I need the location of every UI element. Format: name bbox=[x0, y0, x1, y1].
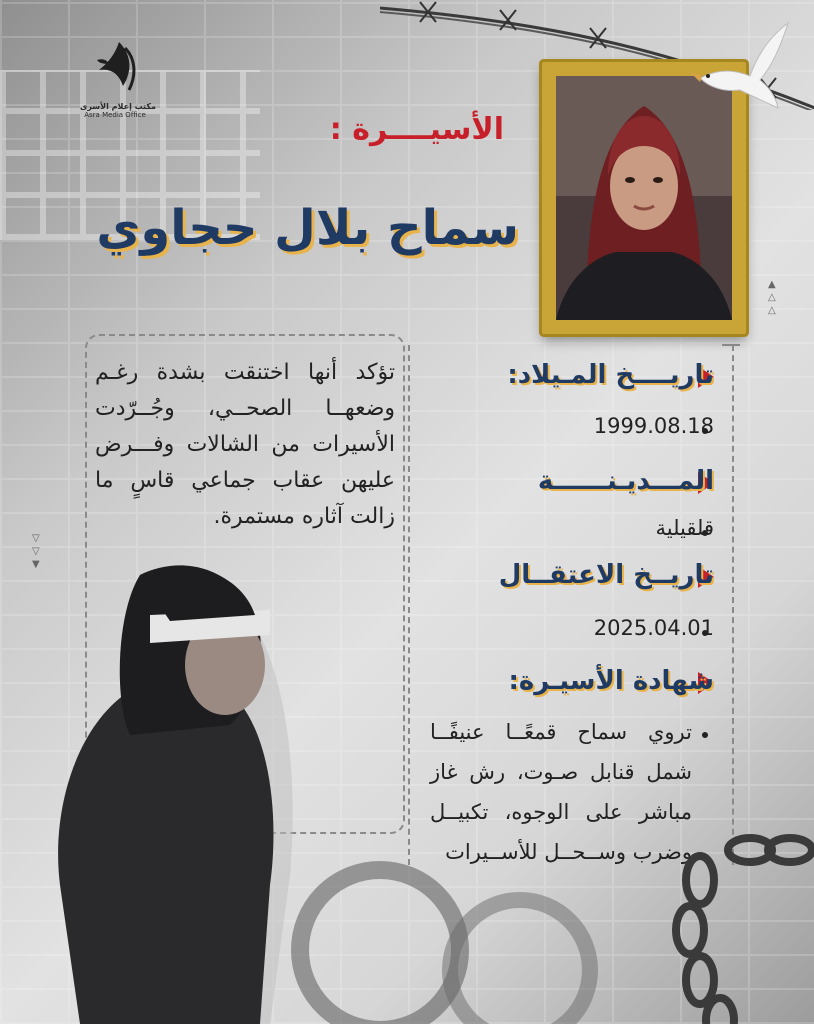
city-value: قلقيلية bbox=[655, 516, 714, 540]
blindfolded-prisoner-figure bbox=[20, 555, 310, 1024]
triangle-arrow-icon: ▲ △ △ bbox=[768, 279, 776, 316]
triangle-arrow-icon: ▽ ▽ ▼ bbox=[32, 533, 40, 570]
handcuffs-icon bbox=[270, 780, 600, 1024]
birth-date-value: 1999.08.18 bbox=[593, 414, 714, 438]
birth-date-label: تاريــــخ المـيلاد: bbox=[507, 360, 714, 390]
prisoner-label: الأسيــــرة : bbox=[329, 112, 504, 147]
testimony-label: شهادة الأسيـرة: bbox=[508, 666, 714, 696]
city-label: المـــديـنــــــة bbox=[537, 466, 714, 496]
quote-text: تؤكد أنها اختنقت بشدة رغـم وضعهــا الصحــي، وجُــرّدت الأسيرات من الشالات وفـــرض عليهن عقاب جماعي قاسٍ ما زالت آثاره مستمرة. bbox=[95, 360, 395, 529]
org-logo bbox=[80, 40, 156, 130]
bullet bbox=[702, 732, 708, 738]
arrest-date-value: 2025.04.01 bbox=[593, 616, 714, 640]
prisoner-name: سماح بلال حجاوي bbox=[96, 200, 519, 256]
org-name-english: Asra Media Office bbox=[84, 111, 146, 119]
org-name-arabic: مكتب إعلام الأسرى bbox=[80, 102, 156, 111]
logo-emblem-icon bbox=[89, 40, 141, 92]
chain-icon bbox=[640, 820, 814, 1024]
testimony-text: تروي سماح قمعًــا عنيفًــا شمل قنابل صـوت، رش غاز مباشر على الوجوه، تكبيــل وضرب وســحــل للأســيرات bbox=[430, 720, 692, 864]
dove-icon bbox=[680, 18, 790, 113]
arrest-date-label: تاريــخ الاعتقــال bbox=[498, 560, 714, 590]
